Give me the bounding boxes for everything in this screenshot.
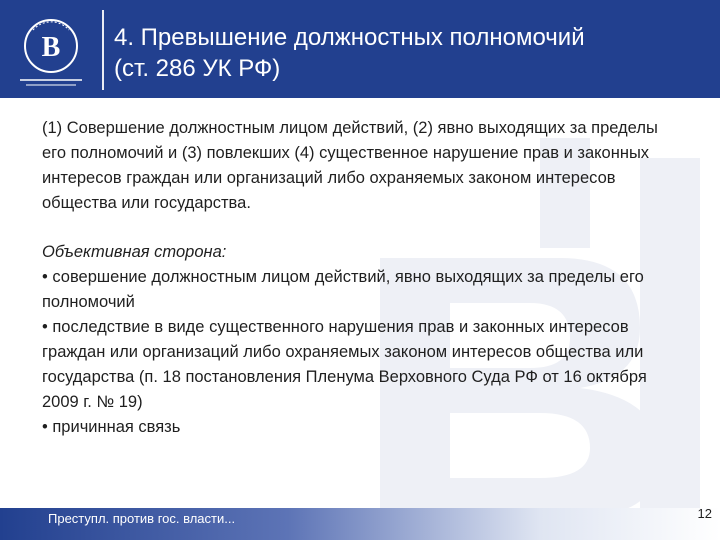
definition-paragraph: (1) Совершение должностным лицом действий, (2) явно выходящих за пределы его полномочий и (3) повлекших (4) существенное нарушение прав и законных интересов граждан или организаций либо охраняемых законом интересов общества или государства. [42,119,658,212]
hse-university-logo [12,12,90,92]
svg-text:В: В [41,32,61,63]
bullet-item: • совершение должностным лицом действий, явно выходящих за пределы его полномочий [42,268,644,311]
slide-body [42,116,682,440]
bullet-item: • последствие в виде существенного нарушения прав и законных интересов граждан или организаций либо охраняемых законом интересов общества или государства (п. 18 постановления Пленума Верховного Суда РФ от 16 октября 2009 г. № 19) [42,318,647,411]
title-line-2: (ст. 286 УК РФ) [114,55,281,82]
header-divider [102,10,104,90]
bullet-item: • причинная связь [42,418,181,436]
slide-title [114,22,704,84]
footer-text: Преступл. против гос. власти... [48,511,236,526]
title-line-1: 4. Превышение должностных полномочий [114,24,585,51]
header-bar [0,0,720,98]
page-number: 12 [697,506,712,521]
objective-side-heading: Объективная сторона: [42,243,227,261]
